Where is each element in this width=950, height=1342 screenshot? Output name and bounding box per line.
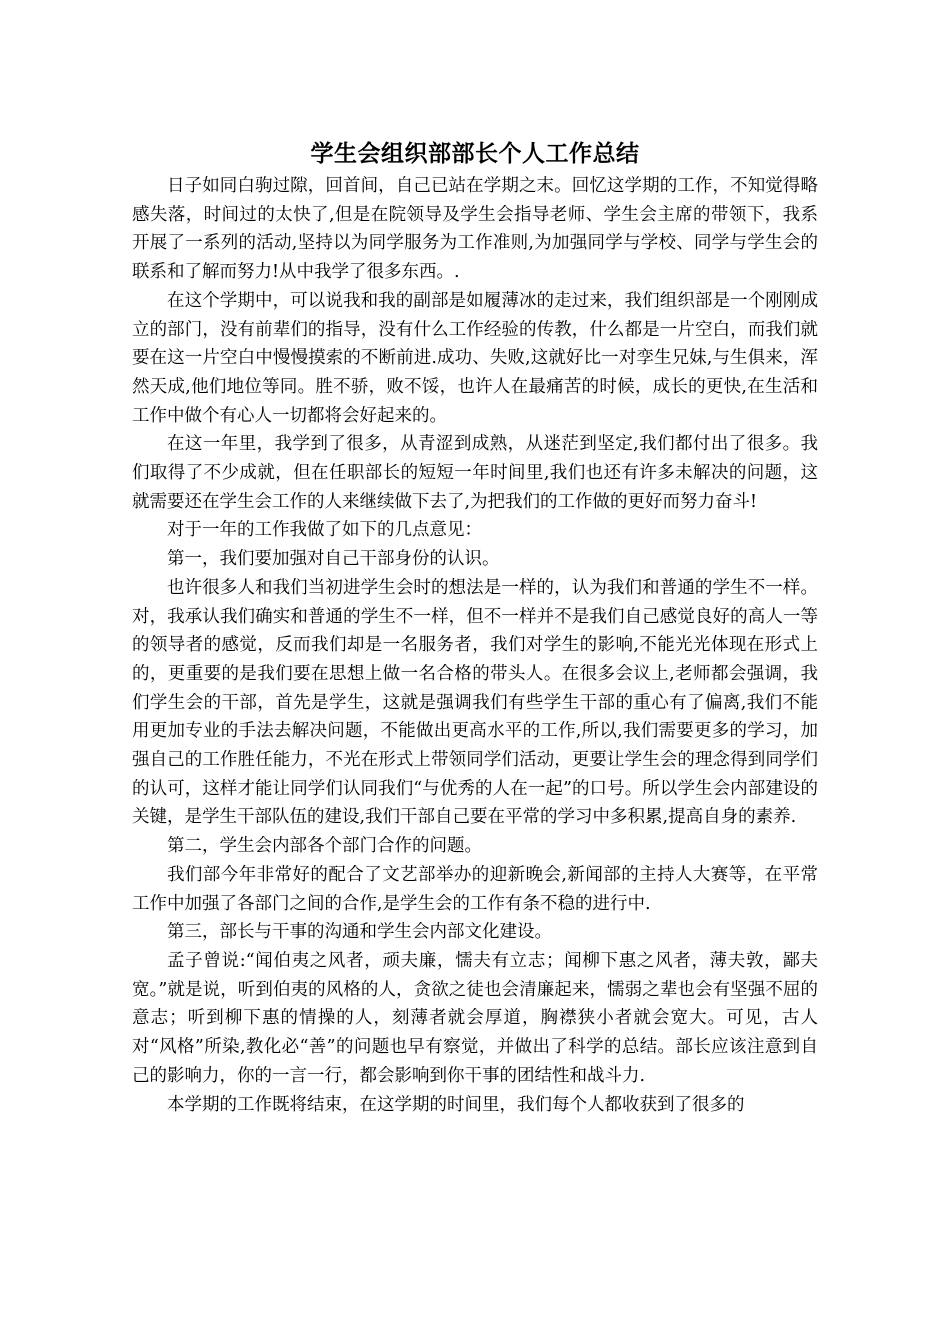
paragraph-intro: 日子如同白驹过隙，回首间，自己已站在学期之末。回忆这学期的工作，不知觉得略感失落，时间过的太快了,但是在院领导及学生会指导老师、学生会主席的带领下，我系开展了一系列的活动,坚持以为同学服务为工作准则,为加强同学与学校、同学与学生会的联系和了解而努力!从中我学了很多东西。. [132, 176, 818, 283]
paragraph-semester: 在这个学期中，可以说我和我的副部是如履薄冰的走过来，我们组织部是一个刚刚成立的部门，没有前辈们的指导，没有什么工作经验的传教，什么都是一片空白，而我们就要在这一片空白中慢慢摸索的不断前进.成功、失败,这就好比一对孪生兄妹,与生俱来，浑然天成,他们地位等同。胜不骄，败不馁，也许人在最痛苦的时候，成长的更快,在生活和工作中做个有心人一切都将会好起来的。 [132, 290, 818, 426]
paragraph-point-two-body: 我们部今年非常好的配合了文艺部举办的迎新晚会,新闻部的主持人大赛等，在平常工作中加强了各部门之间的合作,是学生会的工作有条不稳的进行中. [132, 864, 818, 914]
paragraph-point-one-heading: 第一，我们要加强对自己干部身份的认识。 [167, 549, 500, 570]
paragraph-point-two-heading: 第二，学生会内部各个部门合作的问题。 [167, 836, 482, 857]
paragraph-point-one-body: 也许很多人和我们当初进学生会时的想法是一样的，认为我们和普通的学生不一样。对，我承认我们确实和普通的学生不一样，但不一样并不是我们自己感觉良好的高人一等的领导者的感觉，反而我们却是一名服务者，我们对学生的影响,不能光光体现在形式上的，更重要的是我们要在思想上做一名合格的带头人。在很多会议上,老师都会强调，我们学生会的干部，首先是学生，这就是强调我们有些学生干部的重心有了偏离,我们不能用更加专业的手法去解决问题，不能做出更高水平的工作,所以,我们需要更多的学习，加强自己的工作胜任能力，不光在形式上带领同学们活动，更要让学生会的理念得到同学们的认可，这样才能让同学们认同我们“与优秀的人在一起”的口号。所以学生会内部建设的关键，是学生干部队伍的建设,我们干部自己要在平常的学习中多积累,提高自身的素养. [132, 577, 818, 828]
document-title: 学生会组织部部长个人工作总结 [310, 141, 640, 167]
document-body [132, 136, 818, 1119]
paragraph-opinions-intro: 对于一年的工作我做了如下的几点意见： [167, 520, 482, 541]
paragraph-closing: 本学期的工作既将结束，在这学期的时间里，我们每个人都收获到了很多的 [167, 1094, 745, 1115]
paragraph-year-review: 在这一年里，我学到了很多，从青涩到成熟，从迷茫到坚定,我们都付出了很多。我们取得了不少成就，但在任职部长的短短一年时间里,我们也还有许多未解决的问题，这就需要还在学生会工作的人来继续做下去了,为把我们的工作做的更好而努力奋斗! [132, 434, 818, 512]
paragraph-point-three-heading: 第三，部长与干事的沟通和学生会内部文化建设。 [167, 922, 552, 943]
paragraph-point-three-body: 孟子曾说:“闻伯夷之风者，顽夫廉，懦夫有立志；闻柳下惠之风者，薄夫敦，鄙夫宽。”就是说，听到伯夷的风格的人，贪欲之徒也会清廉起来，懦弱之辈也会有坚强不屈的意志；听到柳下惠的情操的人，刻薄者就会厚道，胸襟狭小者就会宽大。可见，古人对“风格”所染,教化必“善”的问题也早有察觉，并做出了科学的总结。部长应该注意到自己的影响力，你的一言一行，都会影响到你干事的团结性和战斗力. [132, 950, 818, 1086]
